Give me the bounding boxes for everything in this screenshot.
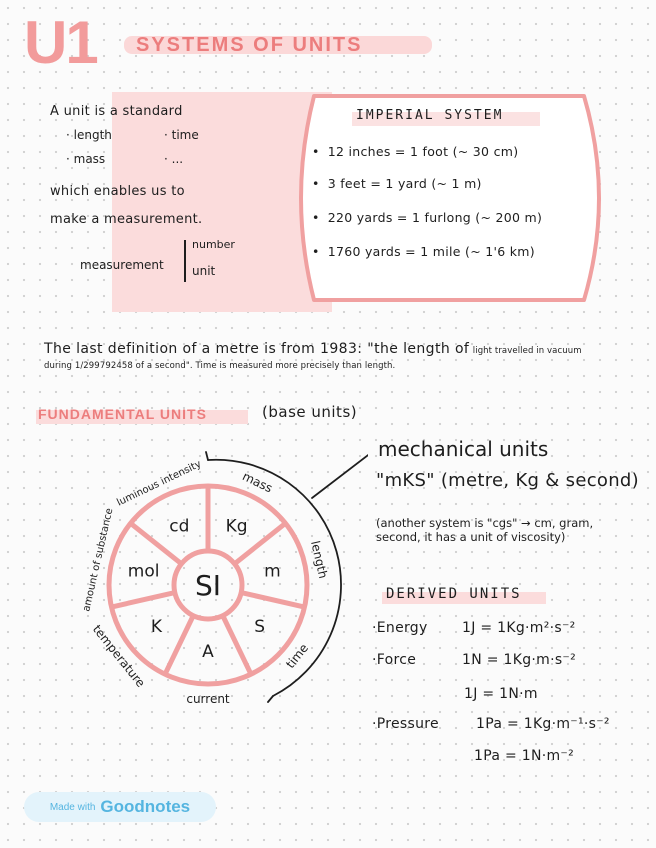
si-symbol: mol <box>127 561 160 582</box>
cgs-note: (another system is "cgs" → cm, gram, second, it has a unit of viscosity) <box>376 516 594 544</box>
goodnotes-badge[interactable] <box>24 792 216 822</box>
fundamental-title: FUNDAMENTAL UNITS <box>38 406 207 422</box>
si-quantity-label: temperature <box>89 622 148 690</box>
si-wheel-spoke <box>223 616 251 675</box>
measurement-unit: unit <box>192 264 216 278</box>
energy-equation: 1J = 1Kg·m²·s⁻² <box>462 620 576 636</box>
bullet-ellipsis-text: ... <box>171 152 184 166</box>
pressure-label: ·Pressure <box>372 716 439 732</box>
si-wheel-diagram <box>68 440 368 720</box>
page-title: SYSTEMS OF UNITS <box>136 34 363 56</box>
si-wheel-spoke <box>241 593 304 607</box>
si-quantity-label: length <box>308 539 331 580</box>
bullet-time-text: time <box>171 128 199 142</box>
si-wheel-spoke <box>111 593 174 607</box>
imperial-item: • 3 feet = 1 yard (~ 1 m) <box>312 176 482 191</box>
imperial-item: • 12 inches = 1 foot (~ 30 cm) <box>312 144 519 159</box>
mks-system: "mKS" (metre, Kg & second) <box>376 470 639 491</box>
force-equation: 1N = 1Kg·m·s⁻² <box>462 652 577 668</box>
unit-number: U1 <box>24 9 97 76</box>
imperial-title: IMPERIAL SYSTEM <box>356 108 504 123</box>
imperial-item: • 220 yards = 1 furlong (~ 200 m) <box>312 210 543 225</box>
measurement-number: number <box>192 238 235 251</box>
derived-title: DERIVED UNITS <box>386 586 522 602</box>
si-symbol: S <box>254 617 265 638</box>
metre-definition-lead: The last definition of a metre is from 1983: "the length of <box>44 341 470 357</box>
imperial-item: • 1760 yards = 1 mile (~ 1'6 km) <box>312 244 535 259</box>
si-symbol: A <box>202 642 214 662</box>
si-quantity-label: luminous intensity <box>115 458 204 509</box>
imperial-item-text: 3 feet = 1 yard (~ 1 m) <box>327 176 482 191</box>
si-center-label: SI <box>194 569 222 602</box>
si-quantity-label: current <box>186 692 230 706</box>
bullet-length: · length <box>66 128 112 142</box>
bullet-mass: · mass <box>66 152 106 166</box>
si-symbol: cd <box>169 516 190 537</box>
imperial-item-text: 12 inches = 1 foot (~ 30 cm) <box>327 144 519 159</box>
pressure-equation: 1Pa = 1Kg·m⁻¹·s⁻² <box>476 716 610 732</box>
si-quantity-label: amount of substance <box>81 507 116 613</box>
si-quantity-label: mass <box>240 469 275 496</box>
bullet-ellipsis: · ... <box>164 152 184 166</box>
si-wheel-spoke <box>165 616 193 675</box>
mechanical-pointer-line <box>312 446 368 498</box>
metre-definition <box>44 342 604 373</box>
imperial-item-text: 1760 yards = 1 mile (~ 1'6 km) <box>327 244 535 259</box>
unit-definition-line1: A unit is a standard <box>50 104 183 119</box>
si-symbol: m <box>264 561 281 582</box>
made-with-text: Made with <box>49 801 96 813</box>
joule-equation: 1J = 1N·m <box>464 686 538 702</box>
imperial-item-text: 220 yards = 1 furlong (~ 200 m) <box>327 210 543 225</box>
measurement-label: measurement <box>80 258 164 272</box>
measurement-bracket <box>184 240 186 282</box>
si-symbol: Kg <box>225 516 248 537</box>
fundamental-subtitle: (base units) <box>262 403 358 421</box>
energy-label: ·Energy <box>372 620 428 636</box>
unit-definition-line2: which enables us to <box>50 184 185 199</box>
mechanical-title: mechanical units <box>378 437 549 461</box>
bullet-time: · time <box>164 128 199 142</box>
goodnotes-logo-text: Goodnotes <box>100 797 191 816</box>
si-symbol: K <box>150 617 162 638</box>
force-label: ·Force <box>372 652 417 668</box>
metre-definition-body: light travelled in vacuum during 1/299792458 of a second". Time is measured more precisely than length. <box>44 346 582 371</box>
si-quantity-label: time <box>283 641 312 672</box>
bullet-length-text: length <box>73 128 112 142</box>
bullet-mass-text: mass <box>73 152 106 166</box>
unit-definition-line3: make a measurement. <box>50 212 203 227</box>
pascal-equation: 1Pa = 1N·m⁻² <box>474 748 575 764</box>
